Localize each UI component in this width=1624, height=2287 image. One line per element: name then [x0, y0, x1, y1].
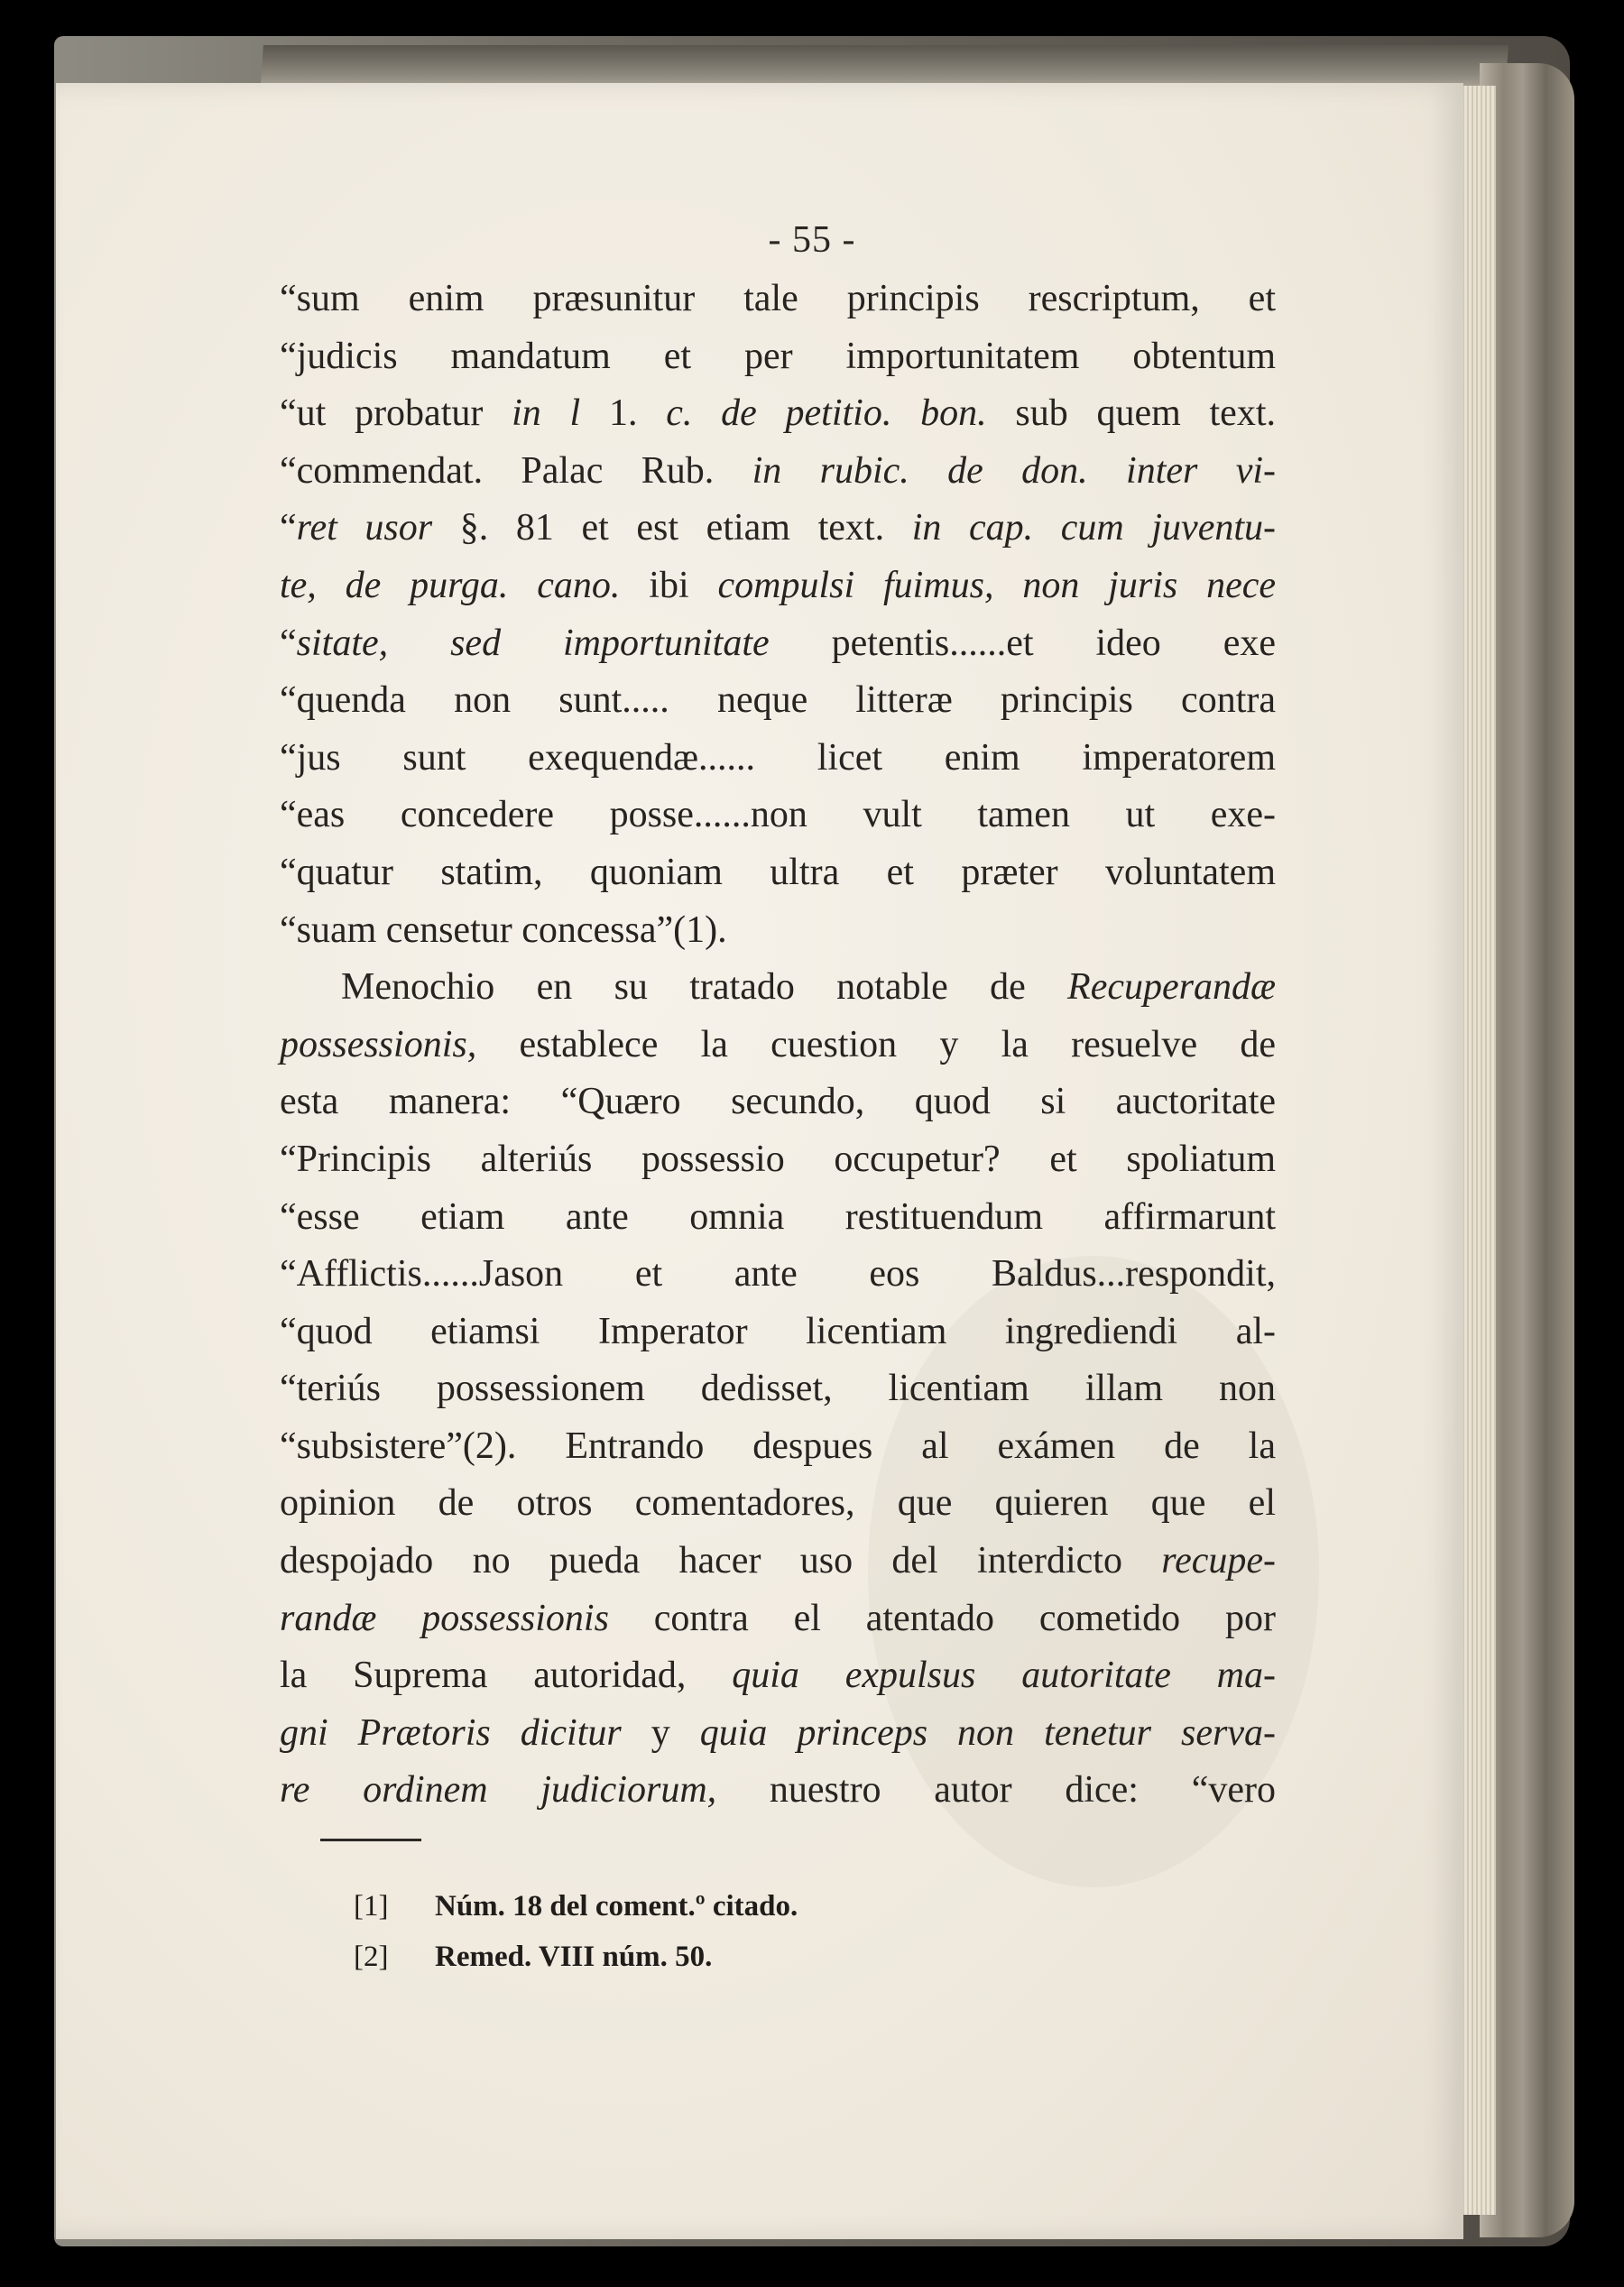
italic-text: randæ possessionis: [280, 1597, 609, 1639]
italic-text: recupe-: [1161, 1540, 1276, 1582]
text-line: [280, 443, 1276, 501]
footnotes: [354, 1881, 798, 1982]
italic-text: sitate, sed importunitate: [296, 622, 770, 664]
text-segment: despojado no pueda hacer uso del interdicto: [280, 1540, 1162, 1582]
text-segment: “: [280, 622, 297, 664]
text-segment: “quenda non sunt..... neque litteræ principis contra: [280, 679, 1276, 722]
footnote: [354, 1881, 798, 1932]
text-line: [280, 1360, 1276, 1418]
text-line: [280, 558, 1276, 615]
text-segment: “judicis mandatum et per importunitatem obtentum: [280, 335, 1276, 377]
italic-text: te, de purga. cano.: [280, 564, 621, 606]
text-segment: Menochio en su tratado notable de: [341, 966, 1068, 1009]
text-segment: establece la cuestion y la resuelve de: [476, 1023, 1276, 1065]
footnote-marker: [2]: [354, 1941, 389, 1973]
text-line: [280, 730, 1276, 788]
text-segment: “esse etiam ante omnia restituendum affirmarunt: [280, 1195, 1276, 1238]
text-line: [280, 902, 1276, 960]
text-line: [280, 1475, 1276, 1533]
text-segment: 1.: [580, 392, 667, 435]
text-segment: “sum enim præsunitur tale principis rescriptum, et: [280, 278, 1276, 319]
text-line: [280, 959, 1276, 1017]
italic-text: Recuperandæ: [1067, 966, 1276, 1009]
text-segment: nuestro autor dice: “vero: [716, 1769, 1276, 1812]
italic-text: in cap. cum juventu-: [911, 507, 1276, 549]
text-line: [280, 844, 1276, 902]
text-line: [280, 1246, 1276, 1304]
text-line: [280, 1131, 1276, 1189]
text-line: [280, 1762, 1276, 1820]
footnote-marker: [1]: [354, 1890, 389, 1923]
text-segment: “ut probatur: [280, 392, 512, 435]
text-line: [280, 500, 1276, 558]
italic-text: gni Prætoris dicitur: [280, 1711, 622, 1754]
text-line: [280, 615, 1276, 673]
text-line: [280, 385, 1276, 443]
text-segment: “jus sunt exequendæ...... licet enim imperatorem: [280, 736, 1276, 779]
text-segment: y: [621, 1711, 700, 1754]
text-line: [280, 1647, 1276, 1705]
text-line: [280, 672, 1276, 730]
text-segment: “Afflictis......Jason et ante eos Baldus...respondit,: [280, 1253, 1276, 1296]
footnote: [354, 1932, 798, 1982]
footnote-text: Núm. 18 del coment.º citado.: [435, 1890, 798, 1923]
text-line: [280, 328, 1276, 386]
text-line: [280, 1189, 1276, 1247]
text-segment: “: [280, 507, 297, 549]
footnote-text: Remed. VIII núm. 50.: [435, 1941, 713, 1973]
text-line: [280, 1418, 1276, 1476]
text-segment: “quod etiamsi Imperator licentiam ingrediendi al-: [280, 1310, 1276, 1352]
italic-text: re ordinem judiciorum,: [280, 1769, 717, 1812]
text-line: [280, 787, 1276, 844]
text-segment: §. 81 et est etiam text.: [432, 507, 912, 549]
text-line: [280, 1705, 1276, 1763]
italic-text: quia princeps non tenetur serva-: [699, 1711, 1276, 1754]
text-segment: “subsistere”(2). Entrando despues al exámen de la: [280, 1425, 1276, 1467]
text-segment: “Principis alteriús possessio occupetur? et spoliatum: [280, 1138, 1276, 1180]
italic-text: in l: [512, 392, 581, 435]
text-line: [280, 1591, 1276, 1648]
text-line: [280, 1074, 1276, 1131]
text-segment: ibi: [620, 564, 718, 606]
page-number: - 55 -: [768, 219, 856, 261]
body-text: [280, 271, 1276, 1820]
italic-text: in rubic. de don. inter vi-: [752, 449, 1276, 492]
text-segment: “suam censetur concessa”(1).: [280, 908, 727, 951]
text-segment: opinion de otros comentadores, que quieren que el: [280, 1482, 1276, 1525]
text-segment: “quatur statim, quoniam ultra et præter voluntatem: [280, 851, 1276, 893]
italic-text: quia expulsus autoritate ma-: [732, 1655, 1277, 1697]
text-segment: la Suprema autoridad,: [280, 1655, 733, 1697]
italic-text: c. de petitio. bon.: [666, 392, 987, 435]
text-line: [280, 1533, 1276, 1591]
text-segment: sub quem text.: [986, 392, 1276, 435]
text-segment: petentis......et ideo exe: [769, 622, 1276, 664]
text-line: [280, 1304, 1276, 1361]
text-segment: “teriús possessionem dedisset, licentiam illam non: [280, 1368, 1276, 1410]
text-segment: “eas concedere posse......non vult tamen ut exe-: [280, 794, 1276, 836]
text-segment: contra el atentado cometido por: [608, 1597, 1276, 1639]
italic-text: compulsi fuimus, non juris nece: [717, 564, 1277, 606]
footnote-divider: [320, 1839, 421, 1841]
text-segment: esta manera: “Quæro secundo, quod si auctoritate: [280, 1081, 1276, 1123]
text-segment: “commendat. Palac Rub.: [280, 449, 752, 492]
italic-text: ret usor: [296, 507, 433, 549]
text-line: [280, 1017, 1276, 1074]
text-line: [280, 271, 1276, 328]
italic-text: possessionis,: [280, 1023, 477, 1065]
